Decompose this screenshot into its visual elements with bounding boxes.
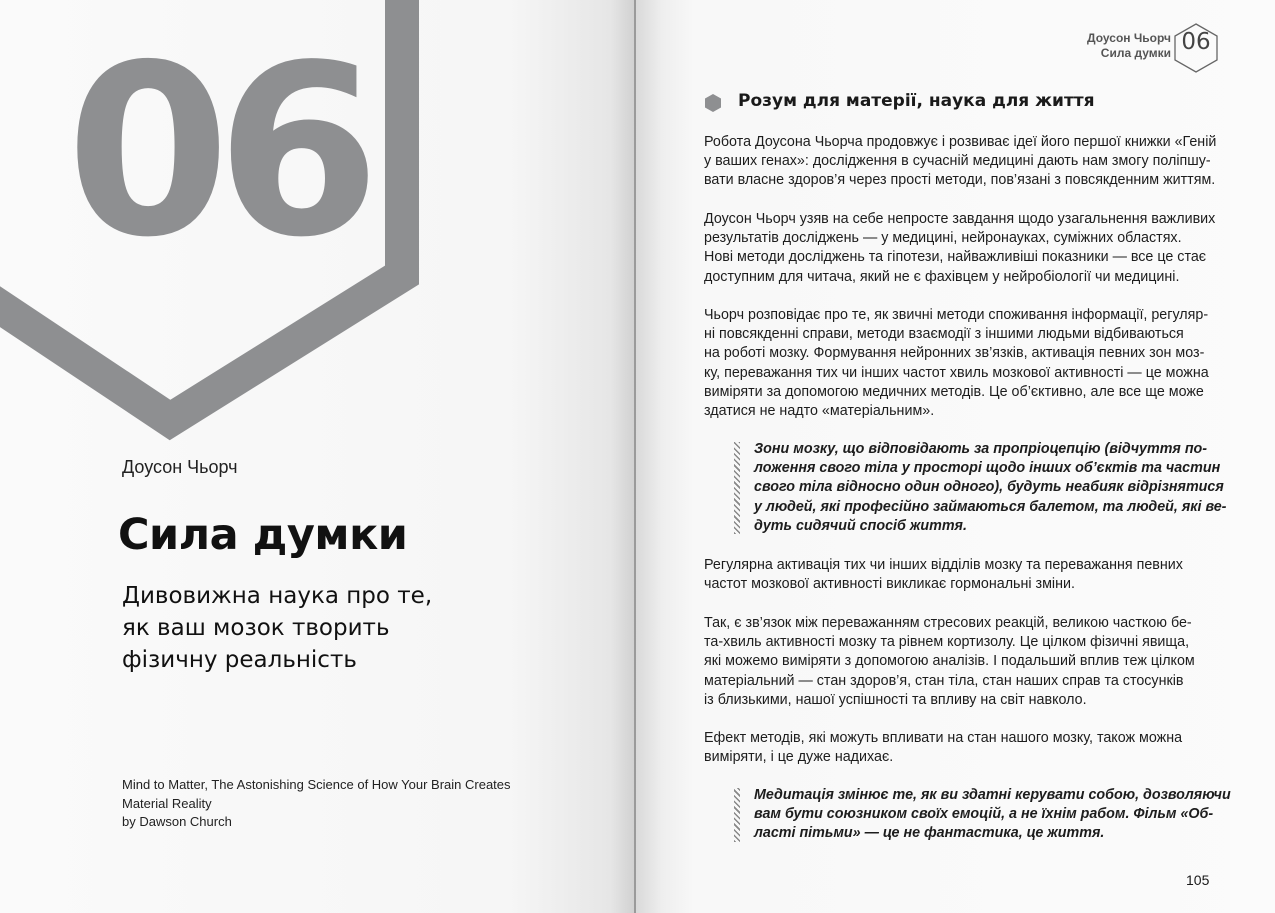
subtitle-line: фізичну реальність bbox=[122, 647, 357, 673]
text-line: Робота Доусона Чьорча продовжує і розвиває ідеї його першої книжки «Геній bbox=[704, 134, 1217, 150]
original-title-info bbox=[122, 776, 511, 832]
text-line: результатів досліджень — у медицині, нейронауках, суміжних областях. bbox=[704, 230, 1182, 247]
text-line: здатися не надто «матеріальним». bbox=[704, 403, 935, 420]
pull-quote bbox=[734, 440, 1227, 536]
pull-quote bbox=[734, 786, 1231, 844]
text-line: матеріальний — стан здоров’я, стан тіла, стан наших справ та стосунків bbox=[704, 672, 1184, 689]
text-line: Регулярна активація тих чи інших відділів мозку та переважання певних bbox=[704, 557, 1183, 573]
text-line: виміряти, і це дуже надихає. bbox=[704, 749, 894, 766]
text-line: із близькими, нашої успішності та впливу на світ навколо. bbox=[704, 691, 1087, 708]
paragraph bbox=[704, 210, 1214, 287]
quote-line: Зони мозку, що відповідають за пропріоцепцію (відчуття по- bbox=[754, 441, 1208, 457]
text-line: доступним для читача, який не є фахівцем у нейробіології чи медицині. bbox=[704, 268, 1180, 285]
section-title: Розум для матерії, наука для життя bbox=[738, 91, 1095, 111]
paragraph bbox=[704, 133, 1217, 191]
quote-line: ласті пітьми» — це не фантастика, це життя. bbox=[754, 825, 1105, 842]
chapter-number-large: 06 bbox=[66, 14, 367, 289]
text-line: Так, є зв’язок між переважанням стресових реакцій, великою часткою бе- bbox=[704, 615, 1192, 631]
quote-bar-decoration bbox=[734, 442, 740, 534]
text-line: частот мозкової активності викликає гормональні зміни. bbox=[704, 576, 1075, 593]
text-line: виміряти за допомогою медичних методів. Це об’єктивно, але все ще може bbox=[704, 383, 1204, 400]
text-line: Ефект методів, які можуть впливати на стан нашого мозку, також можна bbox=[704, 730, 1183, 746]
text-line: Доусон Чьорч узяв на себе непросте завдання щодо узагальнення важливих bbox=[704, 211, 1216, 227]
text-line: у ваших генах»: дослідження в сучасній медицині дають нам змогу поліпшу- bbox=[704, 153, 1211, 170]
original-line: Material Reality bbox=[122, 795, 212, 811]
quote-line: у людей, які професійно займаються балетом, та людей, які ве- bbox=[754, 498, 1227, 515]
subtitle-line: Дивовижна наука про те, bbox=[122, 583, 433, 609]
book-author: Доусон Чьорч bbox=[122, 457, 238, 477]
running-head-author: Доусон Чьорч bbox=[1087, 31, 1171, 45]
book-title: Сила думки bbox=[118, 510, 408, 560]
quote-line: вам бути союзником своїх емоцій, а не їхнім рабом. Фільм «Об- bbox=[754, 806, 1214, 823]
paragraph bbox=[704, 729, 1214, 767]
running-head bbox=[1087, 31, 1171, 61]
paragraph bbox=[704, 614, 1214, 710]
text-line: які можемо виміряти з допомогою аналізів. І подальший вплив теж цілком bbox=[704, 653, 1195, 670]
original-line: by Dawson Church bbox=[122, 814, 232, 829]
quote-line: свого тіла відносно один одного), будуть неабияк відрізнятися bbox=[754, 479, 1224, 496]
text-line: та-хвиль активності мозку та рівнем кортизолу. Це цілком фізичні явища, bbox=[704, 634, 1190, 651]
text-line: ку, переважання тих чи інших частот хвиль мозкової активності — це можна bbox=[704, 364, 1209, 381]
text-line: вати власне здоров’я через прості методи, пов’язані з повсякденним життям. bbox=[704, 172, 1216, 189]
hexagon-bullet-icon bbox=[703, 93, 723, 113]
subtitle-line: як ваш мозок творить bbox=[122, 615, 390, 641]
running-head-chapter-number: 06 bbox=[1181, 29, 1211, 55]
paragraph bbox=[704, 306, 1214, 421]
running-head-title: Сила думки bbox=[1100, 46, 1171, 60]
paragraph bbox=[704, 556, 1214, 594]
text-line: Нові методи досліджень та гіпотези, найважливіші показники — все це стає bbox=[704, 249, 1207, 266]
book-subtitle bbox=[122, 580, 452, 676]
quote-line: дуть сидячий спосіб життя. bbox=[754, 517, 967, 534]
left-page bbox=[0, 0, 636, 913]
quote-line: Медитація змінює те, як ви здатні керувати собою, дозволяючи bbox=[754, 787, 1231, 803]
text-line: на роботі мозку. Формування нейронних зв’язків, активація певних зон моз- bbox=[704, 345, 1205, 362]
quote-bar-decoration bbox=[734, 788, 740, 842]
page-number: 105 bbox=[1186, 872, 1210, 888]
text-line: ні повсякденні справи, методи взаємодії з іншими людьми відбиваються bbox=[704, 326, 1184, 343]
original-line: Mind to Matter, The Astonishing Science of How Your Brain Creates bbox=[122, 777, 511, 792]
text-line: Чьорч розповідає про те, як звичні методи споживання інформації, регуляр- bbox=[704, 307, 1209, 323]
quote-line: ложення свого тіла у просторі щодо інших об’єктів та частин bbox=[754, 460, 1221, 477]
